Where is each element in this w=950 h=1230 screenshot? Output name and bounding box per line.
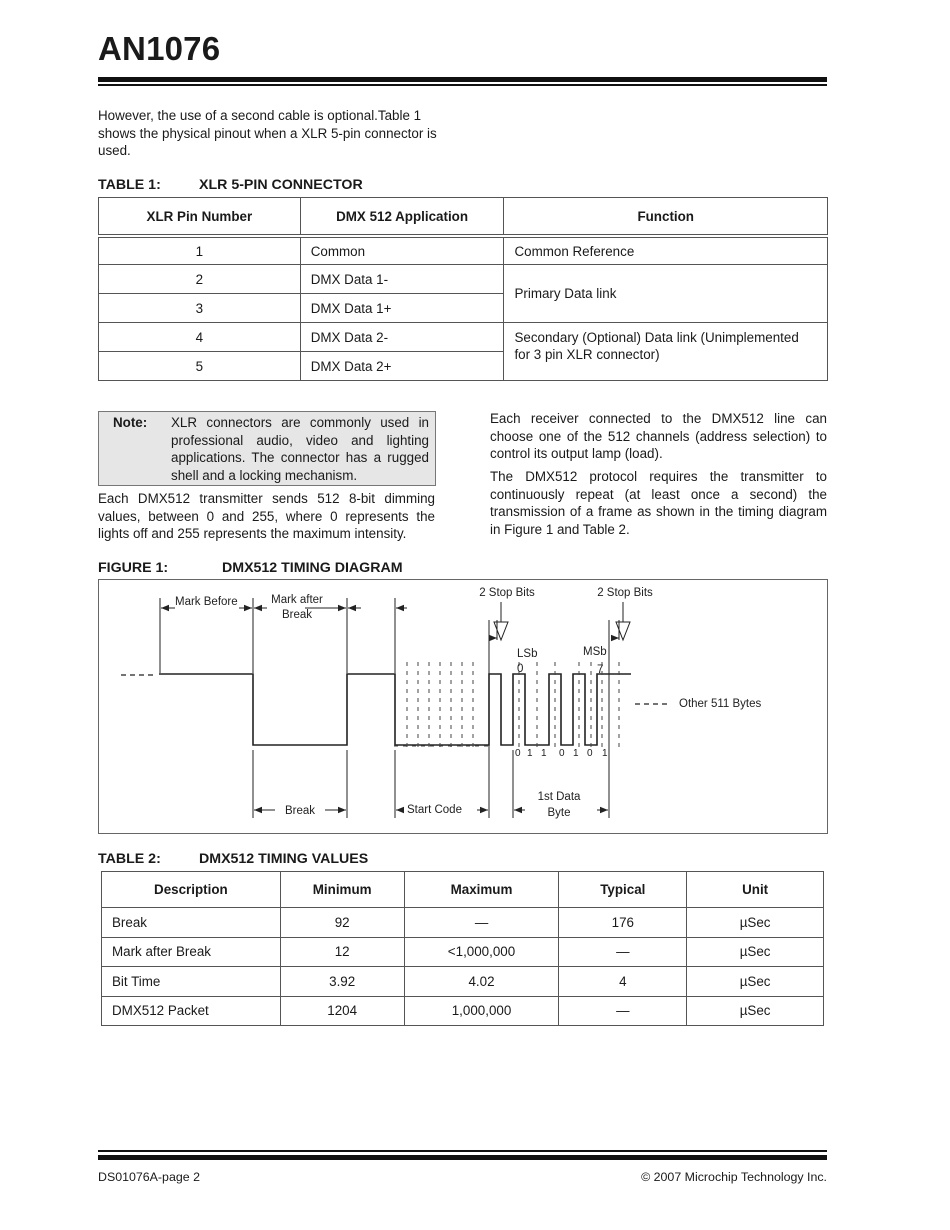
timing-diagram-frame (98, 579, 828, 834)
table2-cell: — (559, 996, 687, 1026)
table2-header-cell: Typical (559, 872, 687, 908)
table2-cell: Break (102, 908, 281, 938)
note-label: Note: (113, 415, 148, 430)
table2-cell: 4.02 (404, 967, 559, 997)
intro-paragraph: However, the use of a second cable is optional.Table 1 shows the physical pinout when a XLR 5-pin connector is used. (98, 108, 437, 158)
table-row (102, 967, 824, 997)
timing-diagram (99, 580, 827, 833)
table2-cell: Mark after Break (102, 937, 281, 967)
document-title: AN1076 (98, 30, 221, 67)
label-break: Break (285, 805, 316, 817)
label-lsb: LSb (517, 648, 538, 660)
table1-title: XLR 5-PIN CONNECTOR (199, 177, 363, 193)
bit-label: 1 (573, 748, 579, 759)
waveform-main (159, 674, 631, 745)
table-row (99, 265, 828, 294)
label-stop-bits-2: 2 Stop Bits (597, 587, 653, 599)
table1-cell: 2 (99, 265, 301, 294)
table1-cell: Common Reference (504, 236, 828, 265)
table1-cell: DMX Data 2- (300, 323, 504, 352)
table2-label: TABLE 2: (98, 851, 161, 867)
table2-cell: µSec (687, 937, 824, 967)
footer-rule-thick (98, 1155, 827, 1160)
figure1-caption (98, 560, 498, 580)
label-other-bytes: Other 511 Bytes (679, 698, 762, 710)
label-mark-after-1: Mark after (271, 594, 323, 606)
bit-label: 1 (527, 748, 533, 759)
label-data-byte-2: Byte (547, 807, 571, 819)
header-rule-thin (98, 84, 827, 86)
table2-header-cell: Description (102, 872, 281, 908)
table2-cell: 176 (559, 908, 687, 938)
table2-cell: — (559, 937, 687, 967)
table2-cell: Bit Time (102, 967, 281, 997)
table1-cell: 5 (99, 352, 301, 381)
table2-cell: DMX512 Packet (102, 996, 281, 1026)
table1-caption (98, 177, 498, 197)
footer-rule-thin (98, 1150, 827, 1152)
table1-cell: 1 (99, 236, 301, 265)
table2-caption (98, 851, 498, 871)
bit-label: 0 (559, 748, 565, 759)
table1-cell: DMX Data 2+ (300, 352, 504, 381)
table2 (101, 871, 824, 1026)
label-msb: MSb (583, 646, 607, 658)
table2-cell: 3.92 (280, 967, 404, 997)
table1-cell: 3 (99, 294, 301, 323)
table2-cell: 4 (559, 967, 687, 997)
table1-header-cell: XLR Pin Number (99, 198, 301, 237)
table1-cell: Common (300, 236, 504, 265)
table1-cell: DMX Data 1+ (300, 294, 504, 323)
table1-cell: Primary Data link (504, 265, 828, 323)
table2-cell: — (404, 908, 559, 938)
bit-label: 1 (602, 748, 608, 759)
label-stop-bits-1: 2 Stop Bits (479, 587, 535, 599)
label-data-byte-1: 1st Data (537, 791, 581, 803)
table2-cell: 1,000,000 (404, 996, 559, 1026)
note-box (98, 411, 436, 486)
table1-cell: DMX Data 1- (300, 265, 504, 294)
table1-cell: Secondary (Optional) Data link (Unimplemented for 3 pin XLR connector) (504, 323, 828, 381)
label-msb-num: 7 (597, 664, 604, 676)
table1-header-cell: Function (504, 198, 828, 237)
table-row (99, 236, 828, 265)
paragraph-protocol: The DMX512 protocol requires the transmitter to continuously repeat (at least once a second) the transmission of a frame as shown in the timing diagram in Figure 1 and Table 2. (490, 469, 827, 537)
table2-cell: <1,000,000 (404, 937, 559, 967)
paragraph-transmitter: Each DMX512 transmitter sends 512 8-bit dimming values, between 0 and 255, where 0 represents the lights off and 255 represents the maximum intensity. (98, 491, 435, 541)
header-rule-thick (98, 77, 827, 82)
table-row (102, 908, 824, 938)
table-row (102, 937, 824, 967)
table1-header-row (99, 198, 828, 237)
table1-label: TABLE 1: (98, 177, 161, 193)
note-text: XLR connectors are commonly used in professional audio, video and lighting applications. The connector has a rugged shell and a locking mechanism. (171, 415, 429, 483)
bit-label: 0 (587, 748, 593, 759)
table-row (102, 996, 824, 1026)
figure1-title: DMX512 TIMING DIAGRAM (222, 560, 403, 576)
table1-cell: 4 (99, 323, 301, 352)
label-mark-after-2: Break (281, 609, 313, 621)
table2-header-row (102, 872, 824, 908)
footer-copyright: © 2007 Microchip Technology Inc. (641, 1170, 827, 1184)
table2-cell: µSec (687, 908, 824, 938)
figure1-label: FIGURE 1: (98, 560, 169, 576)
label-start-code: Start Code (407, 804, 462, 816)
bit-label: 0 (515, 748, 521, 759)
footer-page-id: DS01076A-page 2 (98, 1170, 200, 1184)
table2-header-cell: Maximum (404, 872, 559, 908)
table2-header-cell: Minimum (280, 872, 404, 908)
label-mark-before: Mark Before (175, 596, 238, 608)
table1-header-cell: DMX 512 Application (300, 198, 504, 237)
table2-cell: 1204 (280, 996, 404, 1026)
bit-labels (515, 748, 608, 759)
paragraph-receiver: Each receiver connected to the DMX512 line can choose one of the 512 channels (address selection) to control its output lamp (load). (490, 411, 827, 461)
label-lsb-num: 0 (517, 663, 524, 675)
table2-title: DMX512 TIMING VALUES (199, 851, 369, 867)
table2-header-cell: Unit (687, 872, 824, 908)
table-row (99, 323, 828, 352)
table2-cell: µSec (687, 967, 824, 997)
bit-label: 1 (541, 748, 547, 759)
table2-cell: 12 (280, 937, 404, 967)
table2-cell: 92 (280, 908, 404, 938)
table1 (98, 197, 828, 381)
table2-cell: µSec (687, 996, 824, 1026)
